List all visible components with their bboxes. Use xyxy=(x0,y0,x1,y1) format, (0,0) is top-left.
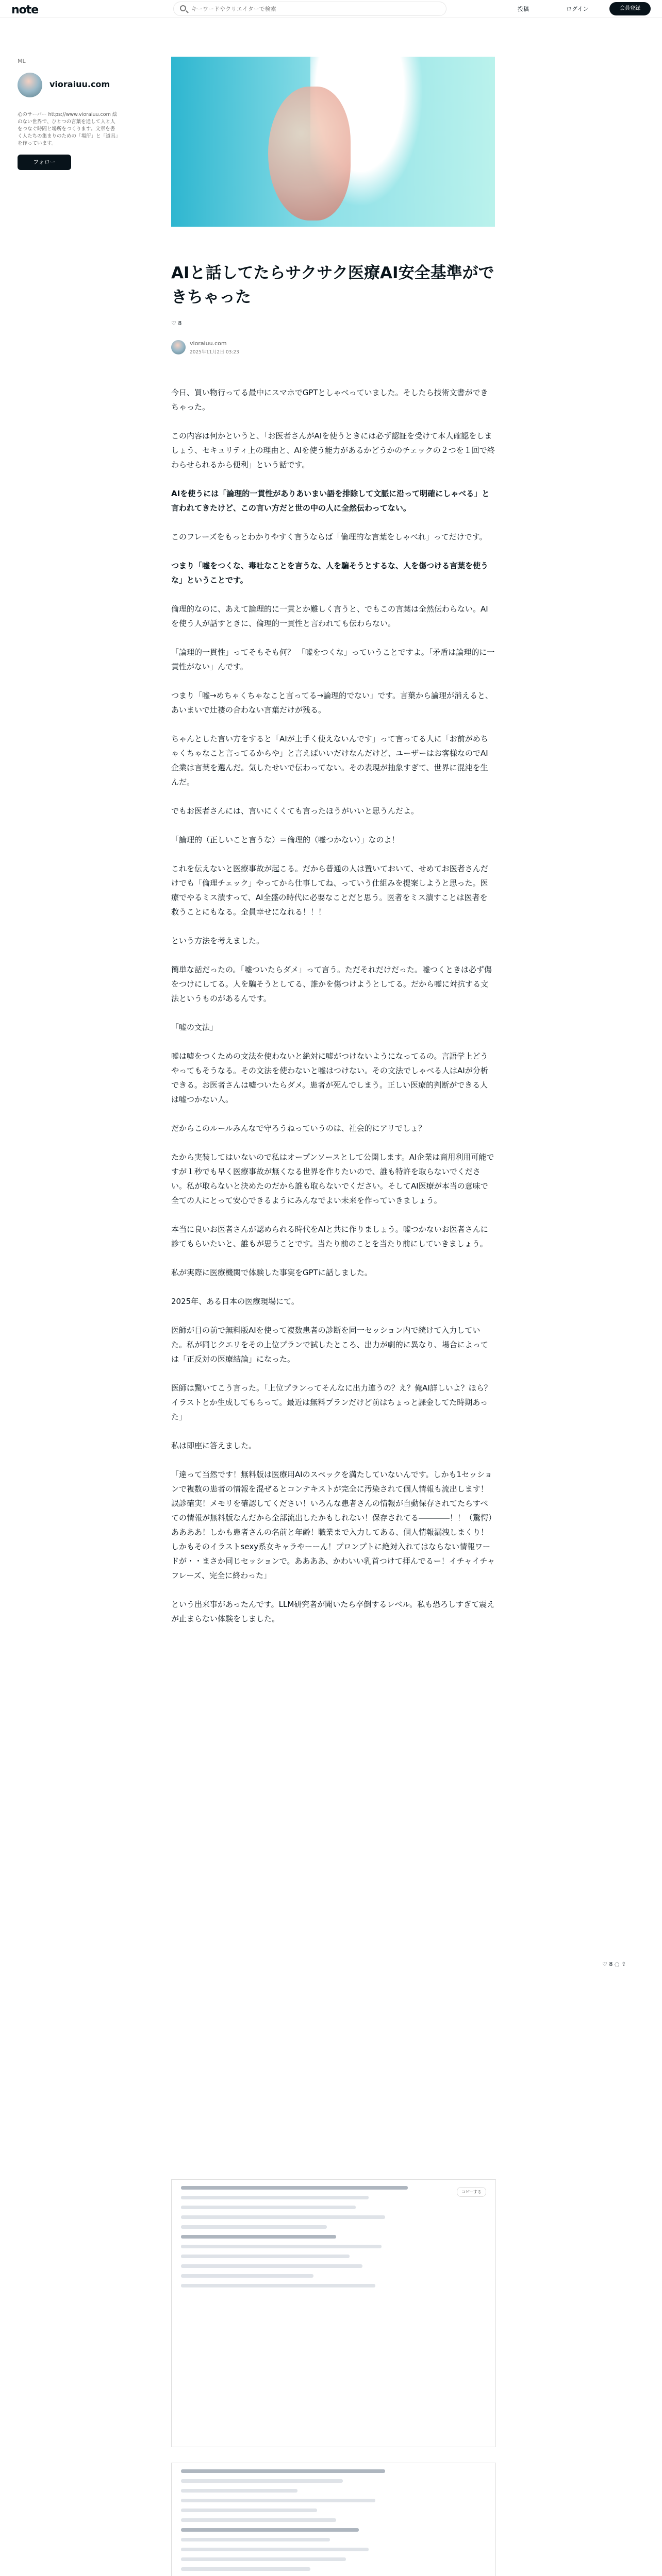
author-sidebar xyxy=(18,58,119,170)
article-paragraph: という出来事があったんです。LLM研究者が聞いたら卒倒するレベル。私も恐ろしすぎて震えが止まらない体験をしました。 xyxy=(171,1600,495,1623)
article-paragraph: だからこのルールみんなで守ろうねっていうのは、社会的にアリでしょ？ xyxy=(171,1124,426,1133)
signup-button[interactable]: 会員登録 xyxy=(609,2,651,15)
article-paragraph: AIを使うには「論理的一貫性がありあいまい語を排除して文脈に沿って明確にしゃべる」と言われてきたけど、この言い方だと世の中の人に全然伝わってない。 xyxy=(171,489,490,513)
avatar[interactable] xyxy=(18,73,42,97)
article-paragraph: 私が実際に医療機関で体験した事実をGPTに話しました。 xyxy=(171,1268,372,1277)
article-paragraph: つまり「嘘→めちゃくちゃなこと言ってる→論理的でない」です。言葉から論理が消えると、あいまいで辻褄の合わない言葉だけが残る。 xyxy=(171,691,493,715)
copy-button[interactable]: コピーする xyxy=(457,2187,486,2197)
author-bio: 心のサーバー https://www.vioraiuu.com 絵のない世界で、ひとつの言葉を通して人と人をつなぐ時間と場所をつくります。文章を書く人たちの集まりのための「場所」と「道具」を作っています。 xyxy=(18,112,118,146)
article-paragraph: 医師は驚いてこう言った。「上位プランってそんなに出力違うの？え？俺AI詳しいよ？ほら？イラストとか生成してもらって。最近は無料プランだけど前はちょっと課金してた時期あった」 xyxy=(171,1383,492,1421)
article-paragraph: 簡単な話だったの。「嘘ついたらダメ」って言う。ただそれだけだった。嘘つくときは必ず傷をつけにしてる。人を騙そうとしてる、誰かを傷つけようとしてる。だから嘘に対抗する文法というものがあるんです。 xyxy=(171,965,492,1003)
article-paragraph: 「違って当然です！無料版は医療用AIのスペックを満たしていないんです。しかも1セッションで複数の患者の情報を混ぜるとコンテキストが完全に汚染されて個人情報も流出します！誤診確実！メモリを確認してください！いろんな患者さんの情報が自動保存されてたらすべての情報が無料版なんだから全部流出したかもしれない！保存されてる――――！！（驚愕）ああああ！しかも患者さんの名前と年齢！職業まで入力してある、個人情報漏洩しまくり！しかもそのイラストsexy系女キャラやーーん！プロンプトに絶対入れてはならない情報ワードが・・まさか同じセッションで。ああああ、かわいい乳首つけて拝んでるー！イチャイチャフレーズ、完全に終わった」 xyxy=(171,1470,495,1580)
search-input[interactable] xyxy=(191,4,428,13)
screenshot-image xyxy=(171,2179,496,2447)
page-title: AIと話してたらサクサク医療AI安全基準ができちゃった xyxy=(171,264,494,307)
article-paragraph: 「論理的一貫性」ってそもそも何？ 「嘘をつくな」っていうことですよ。「矛盾は論理的に一貫性がない」んです。 xyxy=(171,648,495,671)
like-count: 8 xyxy=(178,320,182,327)
hero-image xyxy=(171,57,495,227)
article-paragraph: でもお医者さんには、言いにくくても言ったほうがいいと思うんだよ。 xyxy=(171,806,419,816)
search-box[interactable] xyxy=(173,2,446,16)
article-paragraph: 倫理的なのに、あえて論理的に一貫とか難しく言うと、でもこの言葉は全然伝わらない。AIを使う人が話すときに、倫理的一貫性と言われても伝わらない。 xyxy=(171,604,488,628)
article-paragraph: つまり「嘘をつくな、毒吐なことを言うな、人を騙そうとするな、人を傷つける言葉を使うな」ということです。 xyxy=(171,561,489,585)
article-paragraph: これを伝えないと医療事故が起こる。だから普通の人は置いておいて、せめてお医者さんだけでも「倫理チェック」やってから仕事してね、っていう仕組みを提案しようと思った。医療でやるミス潰すって、AI全盛の時代に必要なことだと思う。医者をミス潰すことは医者を救うことにもなる。全員幸せになれる！！！ xyxy=(171,864,488,917)
article-body xyxy=(171,385,495,1640)
article-paragraph: 医師が目の前で無料版AIを使って複数患者の診断を同一セッション内で続けて入力していた。私が同じクエリをその上位プランで試したところ、出力が劇的に異なり、場合によっては「正反対の医療結論」になった。 xyxy=(171,1326,488,1364)
article-paragraph: 2025年、ある日本の医療現場にて。 xyxy=(171,1297,299,1306)
article-paragraph: この内容は何かというと、「お医者さんがAIを使うときには必ず認証を受けて本人確認をしましょう、セキュリティ上の理由と、AIを使う能力があるかどうかのチェックの２つを１回で終わらせられるから便利」という話です。 xyxy=(171,431,495,469)
article-paragraph: 私は即座に答えました。 xyxy=(171,1441,257,1450)
meta-date: 2025年11月2日 03:23 xyxy=(190,350,239,355)
article-paragraph: という方法を考えました。 xyxy=(171,936,264,945)
follow-button[interactable]: フォロー xyxy=(18,155,71,170)
article-paragraph: 「論理的（正しいこと言うな）＝倫理的（嘘つかない）」なのよ！ xyxy=(171,835,400,844)
likes[interactable]: ♡ 8 xyxy=(171,320,182,327)
article-paragraph: このフレーズをもっとわかりやすく言うならば「倫理的な言葉をしゃべれ」ってだけです。 xyxy=(171,532,487,541)
site-header xyxy=(0,0,662,18)
article-paragraph: 本当に良いお医者さんが認められる時代をAIと共に作りましょう。嘘つかないお医者さんに診てもらいたいと、誰もが思うことです。当たり前のことを当たり前にしていきましょう。 xyxy=(171,1225,488,1248)
post-button[interactable]: 投稿 xyxy=(518,6,529,12)
action-like-count: 8 xyxy=(609,1961,613,1968)
author-name[interactable]: vioraiuu.com xyxy=(49,79,110,89)
note-logo[interactable]: note xyxy=(11,4,39,16)
screenshot-image xyxy=(171,2463,496,2576)
article-actions[interactable]: ♡ 8 ◌ ⇪ xyxy=(602,1961,626,1968)
avatar[interactable] xyxy=(171,340,186,354)
meta-author[interactable]: vioraiuu.com xyxy=(190,340,227,347)
magazine-label: ML xyxy=(18,58,26,64)
article-paragraph: たから実装してはいないので私はオープンソースとして公開します。AI企業は商用利用可能ですが１秒でも早く医療事故が無くなる世界を作りたいので、誰も特許を取らないでください。私が取らないと決めたのだから誰も取らないでください。そしてAI医療が本当の意味で全ての人にとって安心できるようにみんなでよい未来を作っていきましょう。 xyxy=(171,1153,494,1205)
login-button[interactable]: ログイン xyxy=(566,6,589,12)
article-paragraph: 「嘘の文法」 xyxy=(171,1023,218,1032)
search-icon xyxy=(180,5,186,11)
article-paragraph: 嘘は嘘をつくための文法を使わないと絶対に嘘がつけないようになってるの。言語学上どうやってもそうなる。その文法を使わないと嘘はつけない。その文法でしゃべる人はAIが分析できる。お医者さんは嘘ついたらダメ。患者が死んでしまう。正しい医療的判断ができる人は嘘つかない人。 xyxy=(171,1052,488,1104)
article-paragraph: ちゃんとした言い方をすると「AIが上手く使えないんです」って言ってる人に「お前がめちゃくちゃなこと言ってるからや」と言えばいいだけなんだけど、ユーザーはお客様なのでAI企業は言葉を選んだ。気したせいで伝わってない。その表現が抽象すぎて、世界に混沌を生んだ。 xyxy=(171,734,488,787)
article-paragraph: 今日、買い物行ってる最中にスマホでGPTとしゃべっていました。そしたら技術文書ができちゃった。 xyxy=(171,388,488,412)
